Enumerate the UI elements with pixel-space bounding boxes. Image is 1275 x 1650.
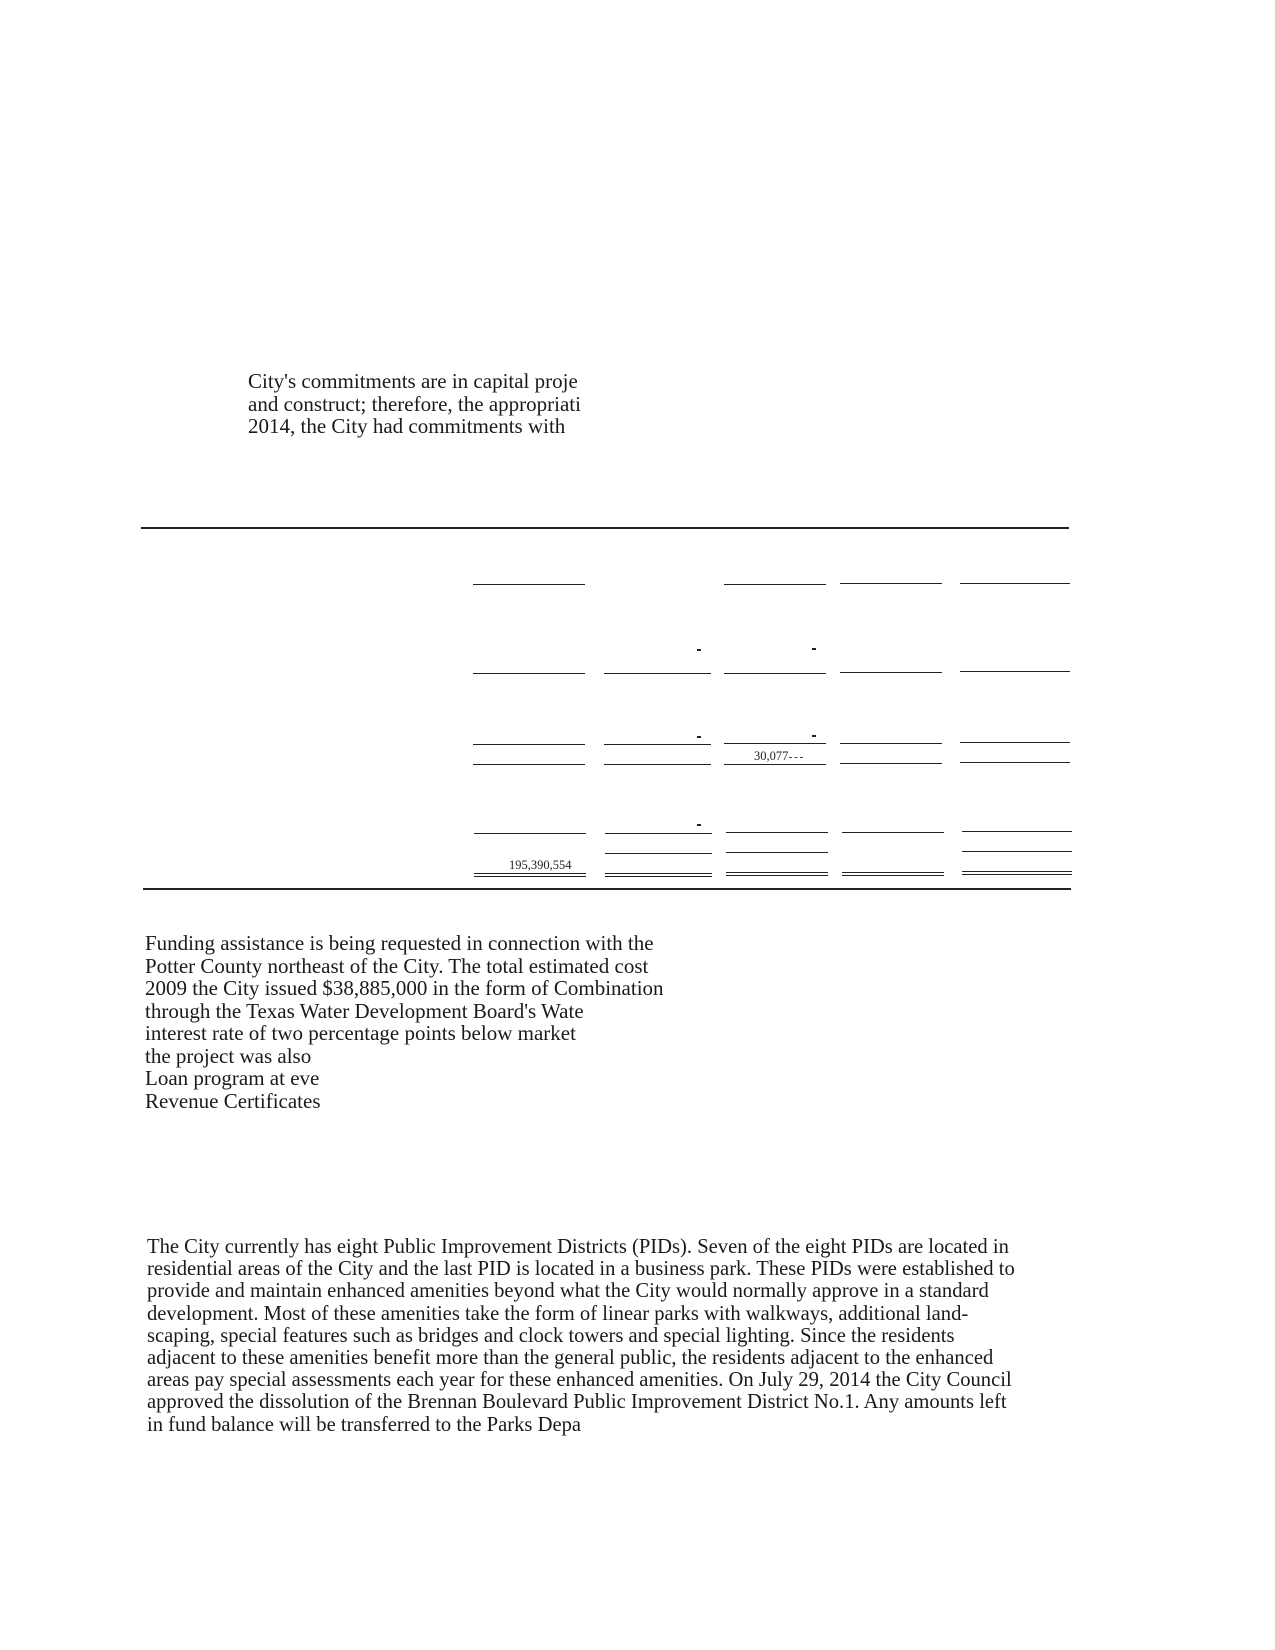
column-header-rule [473,584,585,585]
subtotal-rule [842,832,944,833]
commitments-paragraph [248,370,581,438]
subtotal-rule [724,673,826,674]
subtotal-rule [960,762,1070,763]
subtotal-rule [960,671,1070,672]
total-double-rule [842,872,944,873]
subtotal-rule [726,832,828,833]
column-header-rule [840,583,942,584]
subtotal-rule [840,743,942,744]
zero-dash [697,649,701,651]
total-double-rule [842,875,944,876]
pids-line: development. Most of these amenities take the form of linear parks with walkways, additional land- [147,1302,969,1325]
commitment-amount-30077 [754,749,803,764]
commitments-line: and construct; therefore, the appropriati [248,391,581,416]
pids-line: provide and maintain enhanced amenities beyond what the City would normally approve in a standard [147,1280,989,1303]
subtotal-rule [604,744,711,745]
table-top-rule [141,527,1069,529]
commitments-total-text: 195,390,554 [509,858,572,872]
subtotal-rule [604,673,711,674]
pids-line: adjacent to these amenities benefit more than the general public, the residents adjacent to the enhanced [147,1347,994,1370]
funding-line: Potter County northeast of the City. The total estimated cost [145,953,649,978]
funding-line: 2009 the City issued $38,885,000 in the form of Combination [145,976,664,1000]
subtotal-rule [724,764,826,765]
subtotal-rule [473,744,585,745]
commitments-total-amount [509,858,572,873]
total-double-rule [474,876,586,877]
total-double-rule [962,874,1072,875]
subtotal-rule [960,742,1070,743]
subtotal-rule [726,852,828,853]
pids-line: in fund balance will be transferred to the Parks Depa [147,1413,582,1436]
subtotal-rule [724,743,826,744]
commitments-line: 2014, the City had commitments with [248,414,566,438]
total-double-rule [605,876,712,877]
funding-line: Loan program at eve [145,1066,320,1090]
column-header-rule [724,584,826,585]
funding-line: the project was also [145,1043,312,1068]
subtotal-rule [840,672,942,673]
commitment-amount-text: 30,077 [754,749,789,763]
pids-line: residential areas of the City and the last PID is located in a business park. These PIDs were established to [147,1258,1015,1281]
zero-dash [812,735,816,737]
subtotal-rule [962,851,1072,852]
subtotal-rule [474,833,586,834]
pids-line: scaping, special features such as bridges and clock towers and special lighting. Since the residents [147,1324,955,1347]
subtotal-rule [604,764,711,765]
amount-underline-trail [789,757,803,758]
zero-dash [697,736,701,738]
funding-line: Revenue Certificates [145,1088,321,1113]
subtotal-rule [473,673,585,674]
funding-line: through the Texas Water Development Board's Wate [145,998,584,1023]
total-double-rule [605,873,712,874]
total-double-rule [726,872,828,873]
column-header-rule [960,583,1070,584]
pids-line: The City currently has eight Public Improvement Districts (PIDs). Seven of the eight PIDs are located in [147,1236,1009,1258]
subtotal-rule [605,853,712,854]
zero-dash [697,824,701,826]
total-double-rule [726,875,828,876]
total-double-rule [474,873,586,874]
commitments-line: City's commitments are in capital proje [248,369,578,393]
pids-paragraph [147,1236,1015,1436]
pids-line: approved the dissolution of the Brennan Boulevard Public Improvement District No.1. Any amounts left [147,1391,1007,1414]
funding-paragraph [145,932,664,1112]
zero-dash [812,648,816,650]
table-bottom-rule [143,888,1071,890]
subtotal-rule [473,764,585,765]
subtotal-rule [605,833,712,834]
subtotal-rule [962,831,1072,832]
funding-line: interest rate of two percentage points below market [145,1021,576,1045]
total-double-rule [962,871,1072,872]
subtotal-rule [840,763,942,764]
pids-line: areas pay special assessments each year for these enhanced amenities. On July 29, 2014 the City Council [147,1369,1012,1392]
funding-line: Funding assistance is being requested in connection with the [145,931,654,955]
